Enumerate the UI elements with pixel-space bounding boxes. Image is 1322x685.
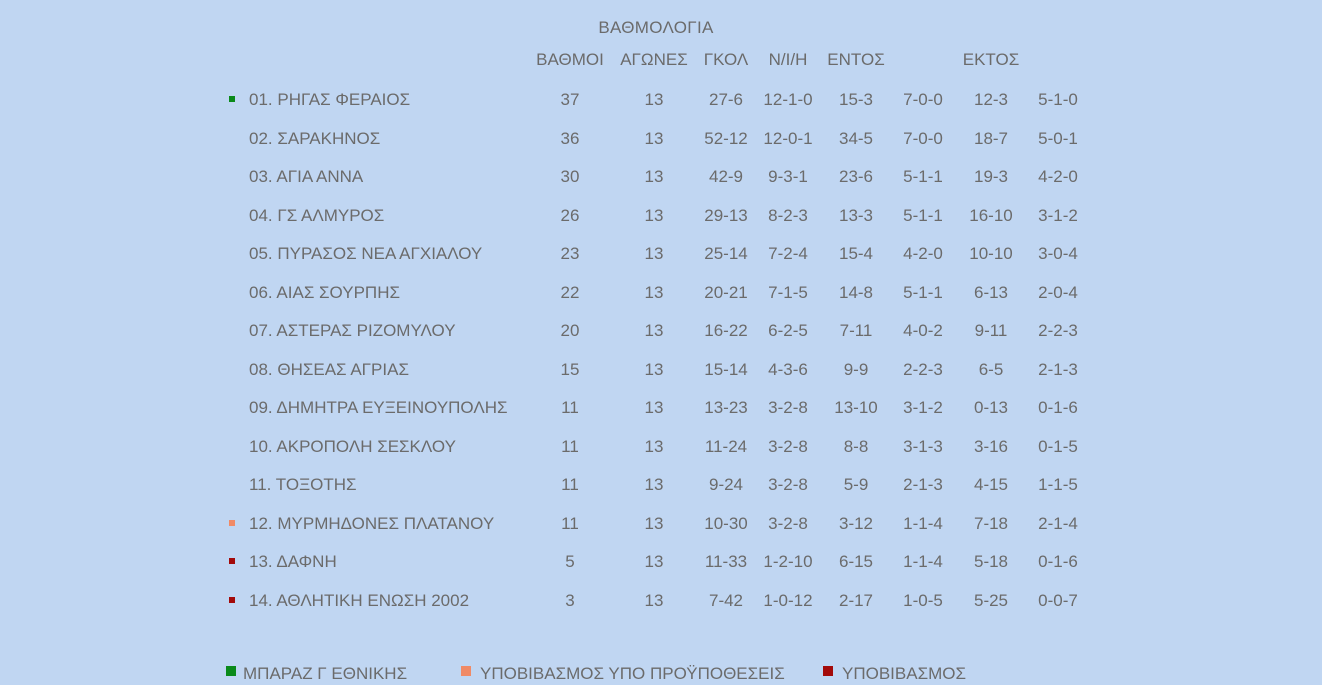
record-cell: 9-3-1 [768,167,808,186]
goals-cell: 16-22 [704,321,748,340]
away-goals-cell: 12-3 [973,90,1009,109]
status-marker [229,481,235,487]
status-marker [229,366,235,372]
home-record-cell: 1-1-4 [903,513,943,533]
matches-cell: 13 [644,205,664,225]
table-row [0,312,1322,350]
record-cell: 3-2-8 [768,475,808,494]
status-marker [229,404,235,410]
goals-cell: 10-30 [704,513,748,533]
standings-title: ΒΑΘΜΟΛΟΓΙΑ [598,18,714,37]
status-marker [229,597,235,603]
matches-cell: 13 [644,475,664,494]
home-record-cell: 1-1-4 [903,552,943,571]
points-cell: 11 [561,436,579,456]
points-cell: 11 [561,475,579,494]
away-goals-cell: 6-5 [978,359,1004,379]
away-record-cell: 0-0-7 [1038,590,1078,610]
home-record-cell: 5-1-1 [903,205,943,225]
team-name: 06. ΑΙΑΣ ΣΟΥΡΠΗΣ [249,282,400,302]
goals-cell: 7-42 [708,590,744,610]
away-record-cell: 2-2-3 [1038,321,1078,340]
home-goals-cell: 15-3 [838,90,874,109]
points-cell: 15 [560,359,580,379]
home-record-cell: 5-1-1 [903,282,943,302]
table-row [0,274,1322,312]
header-away: ΕΚΤΟΣ [962,50,1020,69]
goals-cell: 11-24 [704,436,748,456]
team-name: 02. ΣΑΡΑΚΗΝΟΣ [249,128,381,148]
goals-cell: 52-12 [704,128,748,148]
home-goals-cell: 6-15 [838,552,874,571]
points-cell: 5 [565,552,575,571]
record-cell: 4-3-6 [768,359,808,379]
home-goals-cell: 23-6 [838,167,874,186]
status-marker [229,443,235,449]
away-goals-cell: 16-10 [969,205,1013,225]
header-matches: ΑΓΩΝΕΣ [620,50,688,69]
status-marker [229,558,235,564]
status-marker [229,250,235,256]
status-marker [229,327,235,333]
legend-conditional-relegation-swatch [461,666,471,676]
team-name: 01. ΡΗΓΑΣ ΦΕΡΑΙΟΣ [249,90,411,109]
table-row [0,120,1322,158]
home-goals-cell: 7-11 [839,321,873,340]
points-cell: 37 [560,90,580,109]
record-cell: 3-2-8 [768,436,808,456]
table-row [0,582,1322,620]
home-record-cell: 4-2-0 [903,244,943,263]
away-goals-cell: 5-25 [973,590,1009,610]
legend-playoff-swatch [226,666,236,676]
home-goals-cell: 13-3 [838,205,874,225]
away-record-cell: 0-1-6 [1038,398,1078,417]
team-name: 05. ΠΥΡΑΣΟΣ ΝΕΑ ΑΓΧΙΑΛΟΥ [249,244,483,263]
header-record: Ν/Ι/Η [768,50,808,69]
home-goals-cell: 14-8 [838,282,874,302]
home-record-cell: 2-1-3 [903,475,943,494]
table-row [0,389,1322,427]
legend-relegation-swatch [823,666,833,676]
status-marker [229,173,235,179]
goals-cell: 27-6 [708,90,744,109]
team-name: 12. ΜΥΡΜΗΔΟΝΕΣ ΠΛΑΤΑΝΟΥ [249,513,495,533]
record-cell: 12-0-1 [763,128,813,148]
header-home: ΕΝΤΟΣ [827,50,885,69]
away-goals-cell: 18-7 [973,128,1009,148]
home-goals-cell: 5-9 [843,475,869,494]
matches-cell: 13 [644,282,664,302]
status-marker [229,212,235,218]
matches-cell: 13 [644,244,664,263]
goals-cell: 11-33 [704,552,748,571]
record-cell: 6-2-5 [768,321,808,340]
goals-cell: 29-13 [704,205,748,225]
record-cell: 7-2-4 [768,244,808,263]
away-record-cell: 0-1-6 [1038,552,1078,571]
record-cell: 3-2-8 [768,398,808,417]
home-goals-cell: 15-4 [838,244,874,263]
matches-cell: 13 [644,321,664,340]
points-cell: 11 [561,398,579,417]
team-name: 07. ΑΣΤΕΡΑΣ ΡΙΖΟΜΥΛΟΥ [249,321,456,340]
matches-cell: 13 [644,513,664,533]
home-goals-cell: 9-9 [843,359,869,379]
matches-cell: 13 [644,167,664,186]
goals-cell: 15-14 [704,359,748,379]
home-goals-cell: 8-8 [843,436,869,456]
matches-cell: 13 [644,128,664,148]
table-row [0,543,1322,581]
team-name: 10. ΑΚΡΟΠΟΛΗ ΣΕΣΚΛΟΥ [249,436,456,456]
away-record-cell: 3-1-2 [1038,205,1078,225]
status-marker [229,96,235,102]
away-goals-cell: 7-18 [973,513,1009,533]
record-cell: 1-2-10 [763,552,813,571]
header-goals: ΓΚΟΛ [703,50,749,69]
goals-cell: 13-23 [704,398,748,417]
record-cell: 7-1-5 [768,282,808,302]
matches-cell: 13 [644,398,664,417]
table-row [0,428,1322,466]
record-cell: 1-0-12 [763,590,813,610]
table-row [0,158,1322,196]
goals-cell: 42-9 [708,167,744,186]
team-name: 14. ΑΘΛΗΤΙΚΗ ΕΝΩΣΗ 2002 [249,590,470,610]
home-record-cell: 3-1-3 [903,436,943,456]
home-record-cell: 7-0-0 [903,90,943,109]
away-record-cell: 0-1-5 [1038,436,1078,456]
away-record-cell: 1-1-5 [1038,475,1078,494]
away-record-cell: 2-1-4 [1038,513,1078,533]
away-record-cell: 4-2-0 [1038,167,1078,186]
points-cell: 11 [561,513,579,533]
header-points: ΒΑΘΜΟΙ [536,50,604,69]
table-row [0,81,1322,119]
matches-cell: 13 [644,552,664,571]
away-goals-cell: 19-3 [973,167,1009,186]
away-record-cell: 5-1-0 [1038,90,1078,109]
home-record-cell: 4-0-2 [903,321,943,340]
status-marker [229,289,235,295]
record-cell: 8-2-3 [768,205,808,225]
away-record-cell: 3-0-4 [1038,244,1078,263]
away-record-cell: 2-1-3 [1038,359,1078,379]
legend-conditional-relegation-label: ΥΠΟΒΙΒΑΣΜΟΣ ΥΠΟ ΠΡΟΫΠΟΘΕΣΕΙΣ [480,664,785,683]
table-row [0,351,1322,389]
status-marker [229,520,235,526]
away-record-cell: 5-0-1 [1038,128,1078,148]
home-record-cell: 3-1-2 [903,398,943,417]
home-record-cell: 1-0-5 [903,590,943,610]
table-row [0,235,1322,273]
away-goals-cell: 5-18 [973,552,1009,571]
away-goals-cell: 9-11 [974,321,1008,340]
points-cell: 20 [560,321,580,340]
home-goals-cell: 3-12 [838,513,874,533]
points-cell: 36 [560,128,580,148]
points-cell: 23 [560,244,580,263]
away-goals-cell: 4-15 [973,475,1009,494]
away-goals-cell: 0-13 [973,398,1009,417]
away-goals-cell: 10-10 [969,244,1013,263]
matches-cell: 13 [644,436,664,456]
home-record-cell: 7-0-0 [903,128,943,148]
home-goals-cell: 34-5 [838,128,874,148]
goals-cell: 20-21 [704,282,748,302]
team-name: 08. ΘΗΣΕΑΣ ΑΓΡΙΑΣ [249,359,409,379]
away-goals-cell: 3-16 [973,436,1009,456]
goals-cell: 9-24 [708,475,744,494]
status-marker [229,135,235,141]
record-cell: 12-1-0 [763,90,813,109]
points-cell: 30 [560,167,580,186]
team-name: 03. ΑΓΙΑ ΑΝΝΑ [249,167,364,186]
matches-cell: 13 [644,359,664,379]
away-record-cell: 2-0-4 [1038,282,1078,302]
matches-cell: 13 [644,90,664,109]
table-row [0,505,1322,543]
points-cell: 22 [560,282,580,302]
points-cell: 26 [560,205,580,225]
legend-relegation-label: ΥΠΟΒΙΒΑΣΜΟΣ [842,664,966,683]
team-name: 11. ΤΟΞΟΤΗΣ [249,475,357,494]
home-goals-cell: 13-10 [834,398,878,417]
team-name: 04. ΓΣ ΑΛΜΥΡΟΣ [249,205,385,225]
home-record-cell: 2-2-3 [903,359,943,379]
goals-cell: 25-14 [704,244,748,263]
away-goals-cell: 6-13 [973,282,1009,302]
table-row [0,197,1322,235]
home-goals-cell: 2-17 [838,590,874,610]
record-cell: 3-2-8 [768,513,808,533]
team-name: 13. ΔΑΦΝΗ [249,552,337,571]
home-record-cell: 5-1-1 [903,167,943,186]
legend-playoff-label: ΜΠΑΡΑΖ Γ ΕΘΝΙΚΗΣ [243,664,408,683]
matches-cell: 13 [644,590,664,610]
team-name: 09. ΔΗΜΗΤΡΑ ΕΥΞΕΙΝΟΥΠΟΛΗΣ [249,398,508,417]
points-cell: 3 [565,590,575,610]
table-row [0,466,1322,504]
